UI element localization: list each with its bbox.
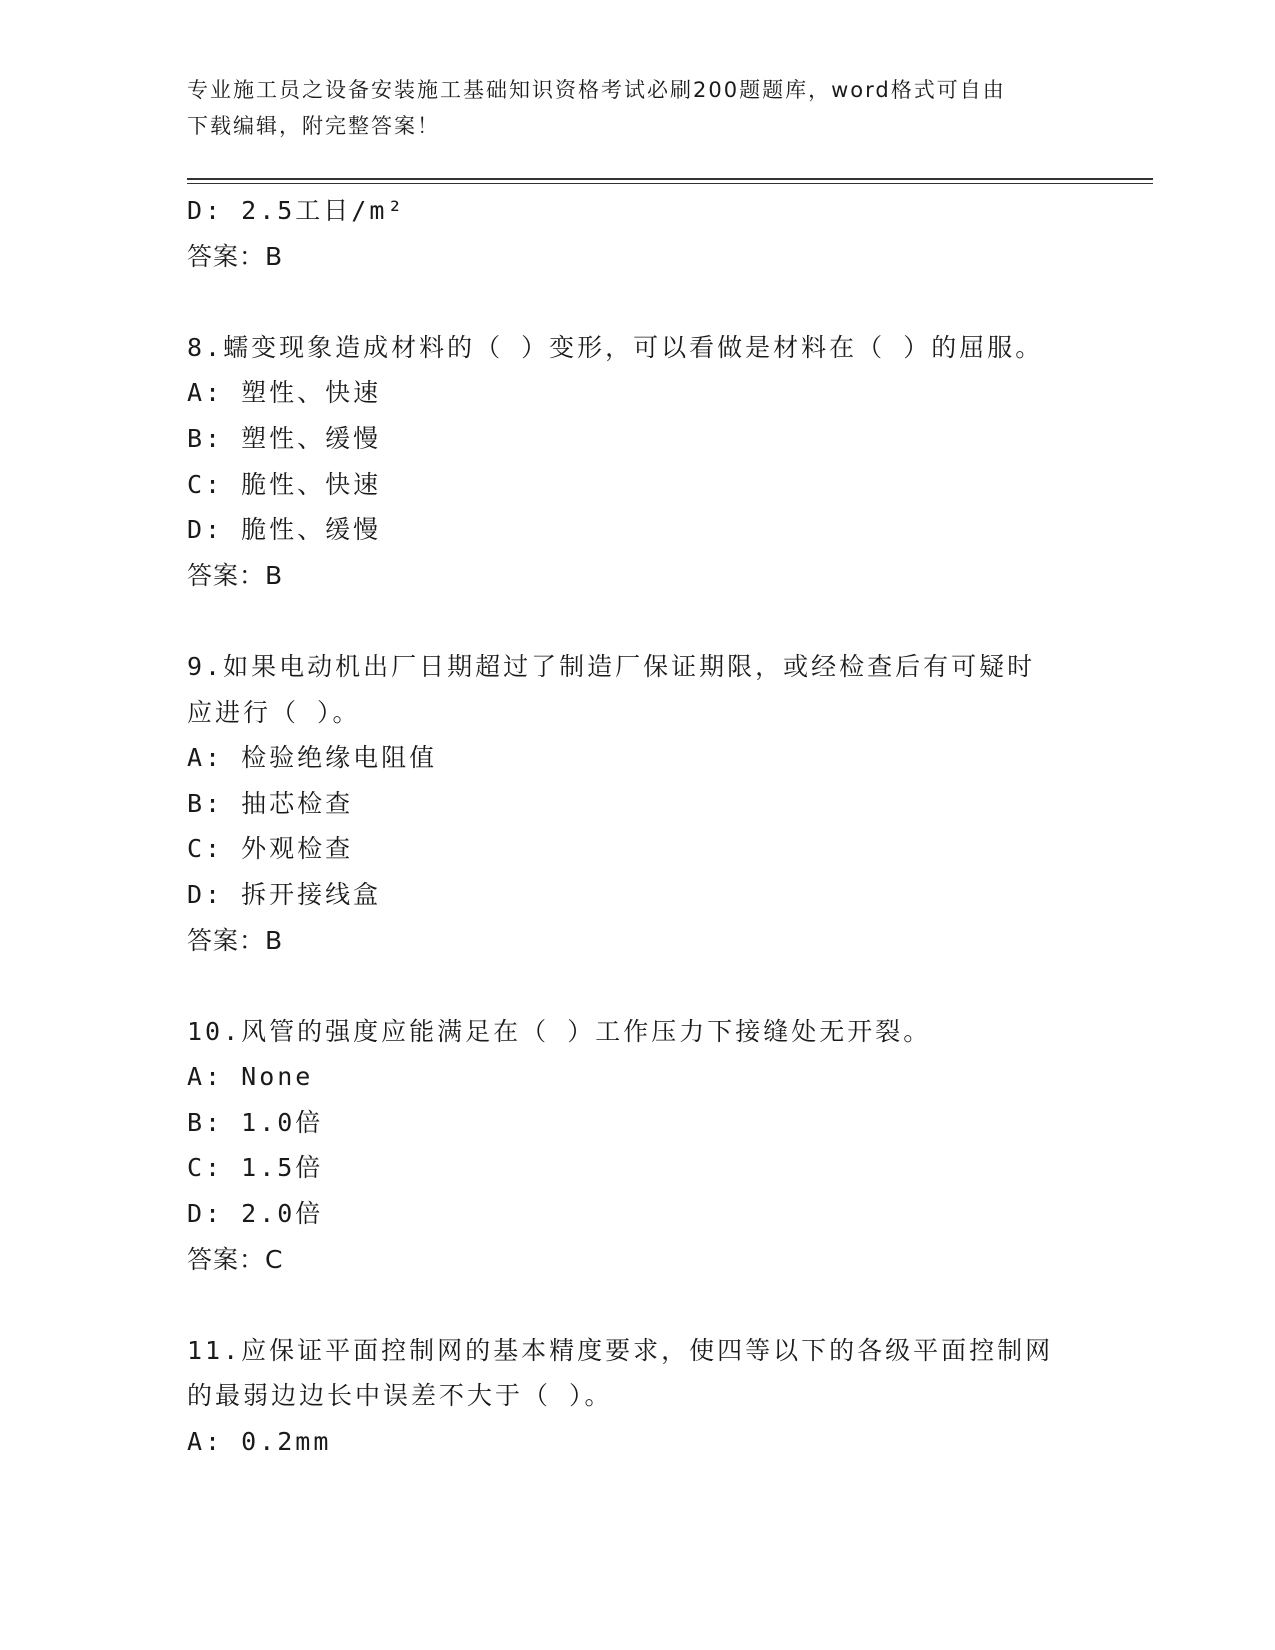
q10-stem: 10.风管的强度应能满足在（ ）工作压力下接缝处无开裂。 — [187, 1016, 932, 1046]
q8-stem: 8.蠕变现象造成材料的（ ）变形，可以看做是材料在（ ）的屈服。 — [187, 332, 1044, 362]
header-title-line2: 下载编辑，附完整答案！ — [187, 114, 440, 138]
q8-option-c: C: 脆性、快速 — [187, 469, 382, 499]
spacer — [187, 279, 1087, 325]
q11-option-a: A: 0.2mm — [187, 1427, 332, 1457]
q8-option-b: B: 塑性、缓慢 — [187, 423, 382, 453]
q8-answer: 答案：B — [187, 560, 284, 590]
q11-stem-line1: 11.应保证平面控制网的基本精度要求，使四等以下的各级平面控制网 — [187, 1335, 1054, 1365]
q9-stem-line1: 9.如果电动机出厂日期超过了制造厂保证期限，或经检查后有可疑时 — [187, 651, 1036, 681]
spacer — [187, 1282, 1087, 1328]
header-title-line1: 专业施工员之设备安装施工基础知识资格考试必刷200题题库，word格式可自由 — [187, 78, 1006, 102]
q10-option-c: C: 1.5倍 — [187, 1153, 324, 1183]
q8-option-d: D: 脆性、缓慢 — [187, 515, 382, 545]
prev-answer: 答案：B — [187, 241, 284, 271]
question-content — [187, 188, 1087, 1465]
header-rule-thin — [187, 183, 1153, 184]
q8-option-a: A: 塑性、快速 — [187, 378, 382, 408]
q9-option-a: A: 检验绝缘电阻值 — [187, 743, 438, 773]
q10-answer: 答案：C — [187, 1244, 284, 1274]
q10-option-d: D: 2.0倍 — [187, 1199, 324, 1229]
q9-answer: 答案：B — [187, 925, 284, 955]
prev-option-d: D: 2.5工日/m² — [187, 196, 406, 225]
q9-option-b: B: 抽芯检查 — [187, 788, 354, 818]
header-rule-thick — [187, 178, 1153, 180]
spacer — [187, 963, 1087, 1009]
q9-stem-line2: 应进行（ ）。 — [187, 697, 361, 727]
q11-stem-line2: 的最弱边边长中误差不大于（ ）。 — [187, 1381, 613, 1411]
q10-option-a: A: None — [187, 1062, 314, 1092]
q10-option-b: B: 1.0倍 — [187, 1107, 324, 1137]
spacer — [187, 598, 1087, 644]
document-header — [187, 72, 1087, 144]
q9-option-c: C: 外观检查 — [187, 834, 354, 864]
q9-option-d: D: 拆开接线盒 — [187, 879, 382, 909]
